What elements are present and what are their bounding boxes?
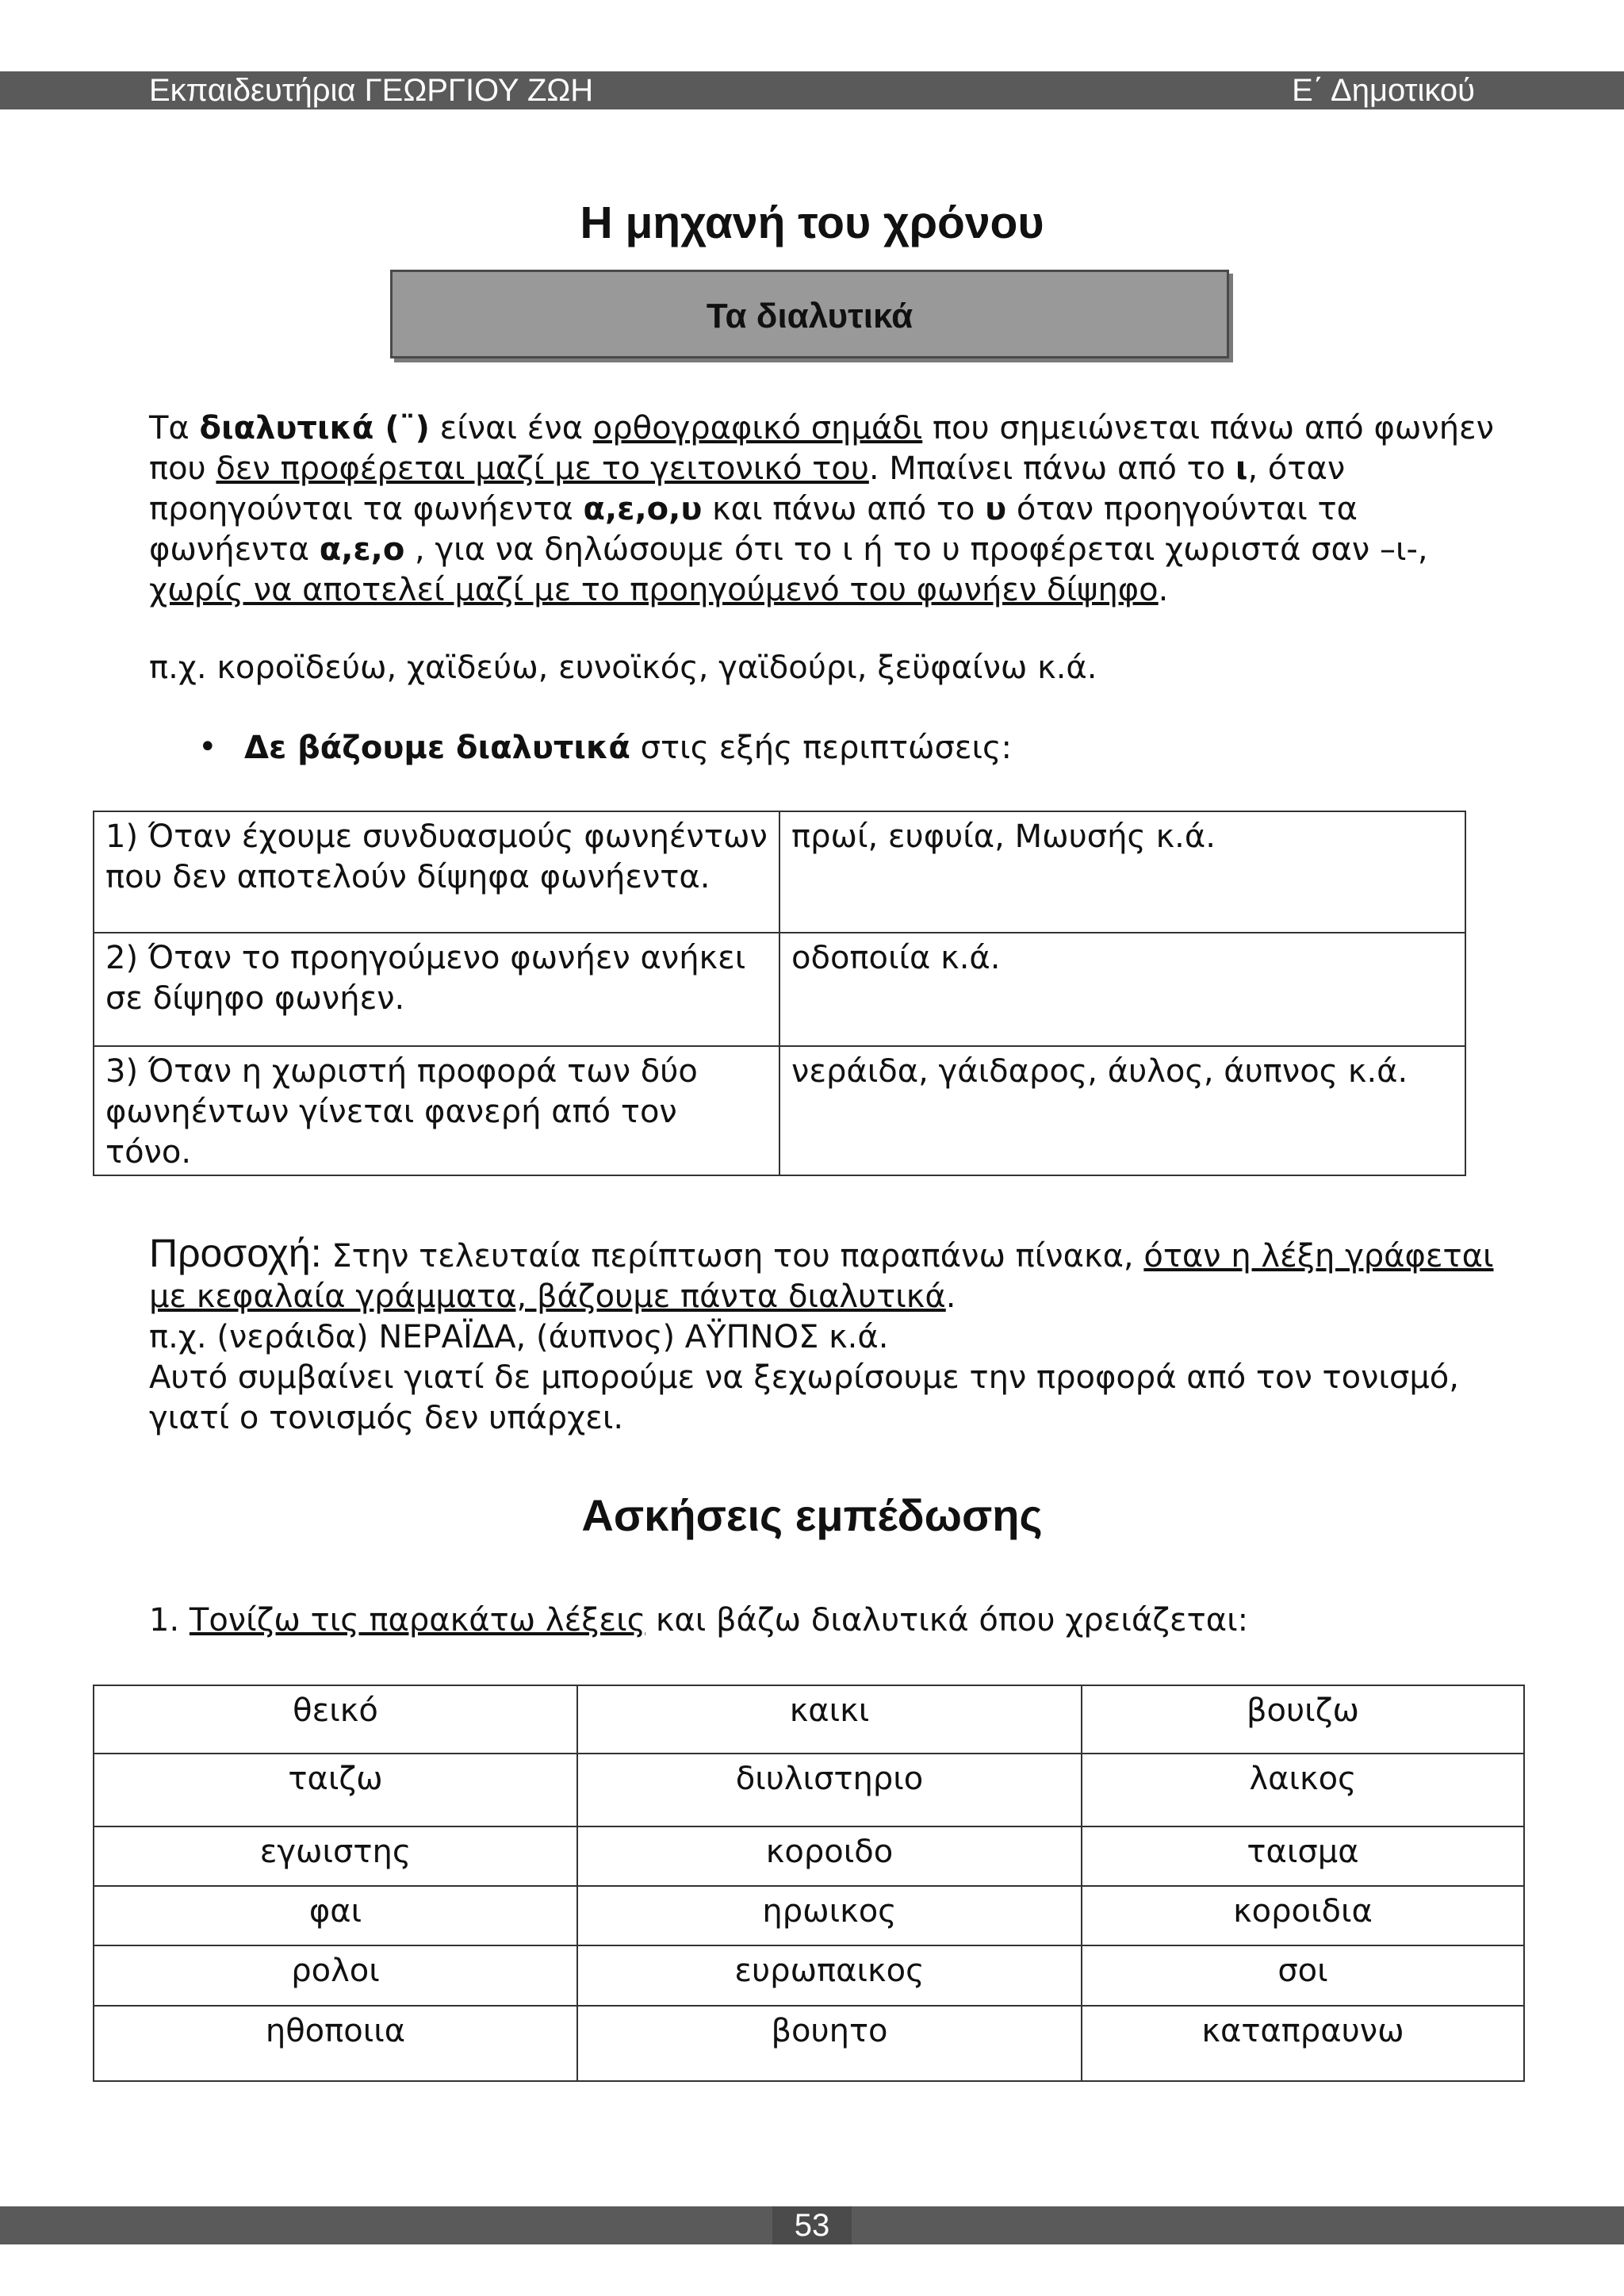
table-row (94, 933, 1465, 1046)
intro-paragraph: Τα διαλυτικά (¨) είναι ένα ορθογραφικό σημάδι που σημειώνεται πάνω από φωνήεν που δεν προφέρεται μαζί με το γειτονικό του. Μπαίνει πάνω από το ι, όταν προηγούνται τα φωνήεντα α,ε,ο,υ και πάνω από το υ όταν προηγούνται τα φωνήεντα α,ε,ο , για να δηλώσουμε ότι το ι ή το υ προφέρεται χωριστά σαν –ι-, χωρίς να αποτελεί μαζί με το προηγούμενό του φωνήεν δίψηφο. (149, 410, 1495, 608)
table-row (94, 1886, 1524, 1945)
case-cell: 3) Όταν η χωριστή προφορά των δύο φωνηέντων γίνεται φανερή από τον τόνο. (94, 1046, 779, 1175)
bullet-marker: • (198, 729, 217, 765)
words-table (93, 1685, 1525, 2082)
word-cell: εγωιστης (94, 1826, 577, 1886)
table-row (94, 1046, 1465, 1175)
word-cell: θεικό (94, 1685, 577, 1754)
word-cell: ταιζω (94, 1754, 577, 1826)
header-grade: Ε΄ Δημοτικού (1292, 73, 1475, 108)
case-example-cell: οδοποιία κ.ά. (779, 933, 1465, 1046)
word-cell: κοροιδια (1082, 1886, 1524, 1945)
exercise-1-instruction: 1. Τονίζω τις παρακάτω λέξεις και βάζω διαλυτικά όπου χρειάζεται: (149, 1602, 1249, 1639)
word-cell: βουιζω (1082, 1685, 1524, 1754)
word-cell: ευρωπαικος (577, 1945, 1082, 2006)
word-cell: ηρωικος (577, 1886, 1082, 1945)
word-cell: καικι (577, 1685, 1082, 1754)
bullet-line: Δε βάζουμε διαλυτικά στις εξής περιπτώσεις: (244, 730, 1012, 766)
page-footer (0, 2206, 1624, 2244)
word-cell: βουητο (577, 2006, 1082, 2081)
word-cell: καταπραυνω (1082, 2006, 1524, 2081)
page-header (0, 71, 1624, 109)
table-row (94, 1754, 1524, 1826)
cases-table (93, 811, 1466, 1176)
table-row (94, 811, 1465, 933)
attention-example: π.χ. (νεράιδα) ΝΕΡΑΪΔΑ, (άυπνος) ΑΫΠΝΟΣ κ.ά. (149, 1319, 889, 1355)
table-row (94, 1685, 1524, 1754)
page-title: Η μηχανή του χρόνου (580, 197, 1044, 248)
header-school-name: Εκπαιδευτήρια ΓΕΩΡΓΙΟΥ ΖΩΗ (149, 73, 594, 108)
word-cell: σοι (1082, 1945, 1524, 2006)
case-cell: 2) Όταν το προηγούμενο φωνήεν ανήκει σε δίψηφο φωνήεν. (94, 933, 779, 1046)
attention-explanation: Αυτό συμβαίνει γιατί δε μπορούμε να ξεχωρίσουμε την προφορά από τον τονισμό, γιατί ο τονισμός δεν υπάρχει. (149, 1359, 1459, 1436)
word-cell: λαικος (1082, 1754, 1524, 1826)
case-example-cell: νεράιδα, γάιδαρος, άυλος, άυπνος κ.ά. (779, 1046, 1465, 1175)
word-cell: κοροιδο (577, 1826, 1082, 1886)
case-cell: 1) Όταν έχουμε συνδυασμούς φωνηέντων που δεν αποτελούν δίψηφα φωνήεντα. (94, 811, 779, 933)
table-row (94, 1826, 1524, 1886)
example-line: π.χ. κοροϊδεύω, χαϊδεύω, ευνοϊκός, γαϊδούρι, ξεϋφαίνω κ.ά. (149, 650, 1097, 686)
attention-label: Προσοχή: (149, 1231, 322, 1275)
table-row (94, 2006, 1524, 2081)
word-cell: διυλιστηριο (577, 1754, 1082, 1826)
word-cell: ταισμα (1082, 1826, 1524, 1886)
word-cell: ηθοποιια (94, 2006, 577, 2081)
case-example-cell: πρωί, ευφυία, Μωυσής κ.ά. (779, 811, 1465, 933)
exercises-title: Ασκήσεις εμπέδωσης (581, 1490, 1043, 1540)
table-row (94, 1945, 1524, 2006)
attention-note: Προσοχή: Στην τελευταία περίπτωση του παραπάνω πίνακα, όταν η λέξη γράφεται με κεφαλαία γράμματα, βάζουμε πάντα διαλυτικά. π.χ. (νεράιδα) ΝΕΡΑΪΔΑ, (άυπνος) ΑΫΠΝΟΣ κ.ά. Αυτό συμβαίνει γιατί δε μπορούμε να ξεχωρίσουμε την προφορά από τον τονισμό, γιατί ο τονισμός δεν υπάρχει. (149, 1231, 1494, 1436)
word-cell: φαι (94, 1886, 577, 1945)
word-cell: ρολοι (94, 1945, 577, 2006)
section-title-box: Τα διαλυτικά (390, 270, 1229, 358)
page-number: 53 (772, 2206, 852, 2244)
